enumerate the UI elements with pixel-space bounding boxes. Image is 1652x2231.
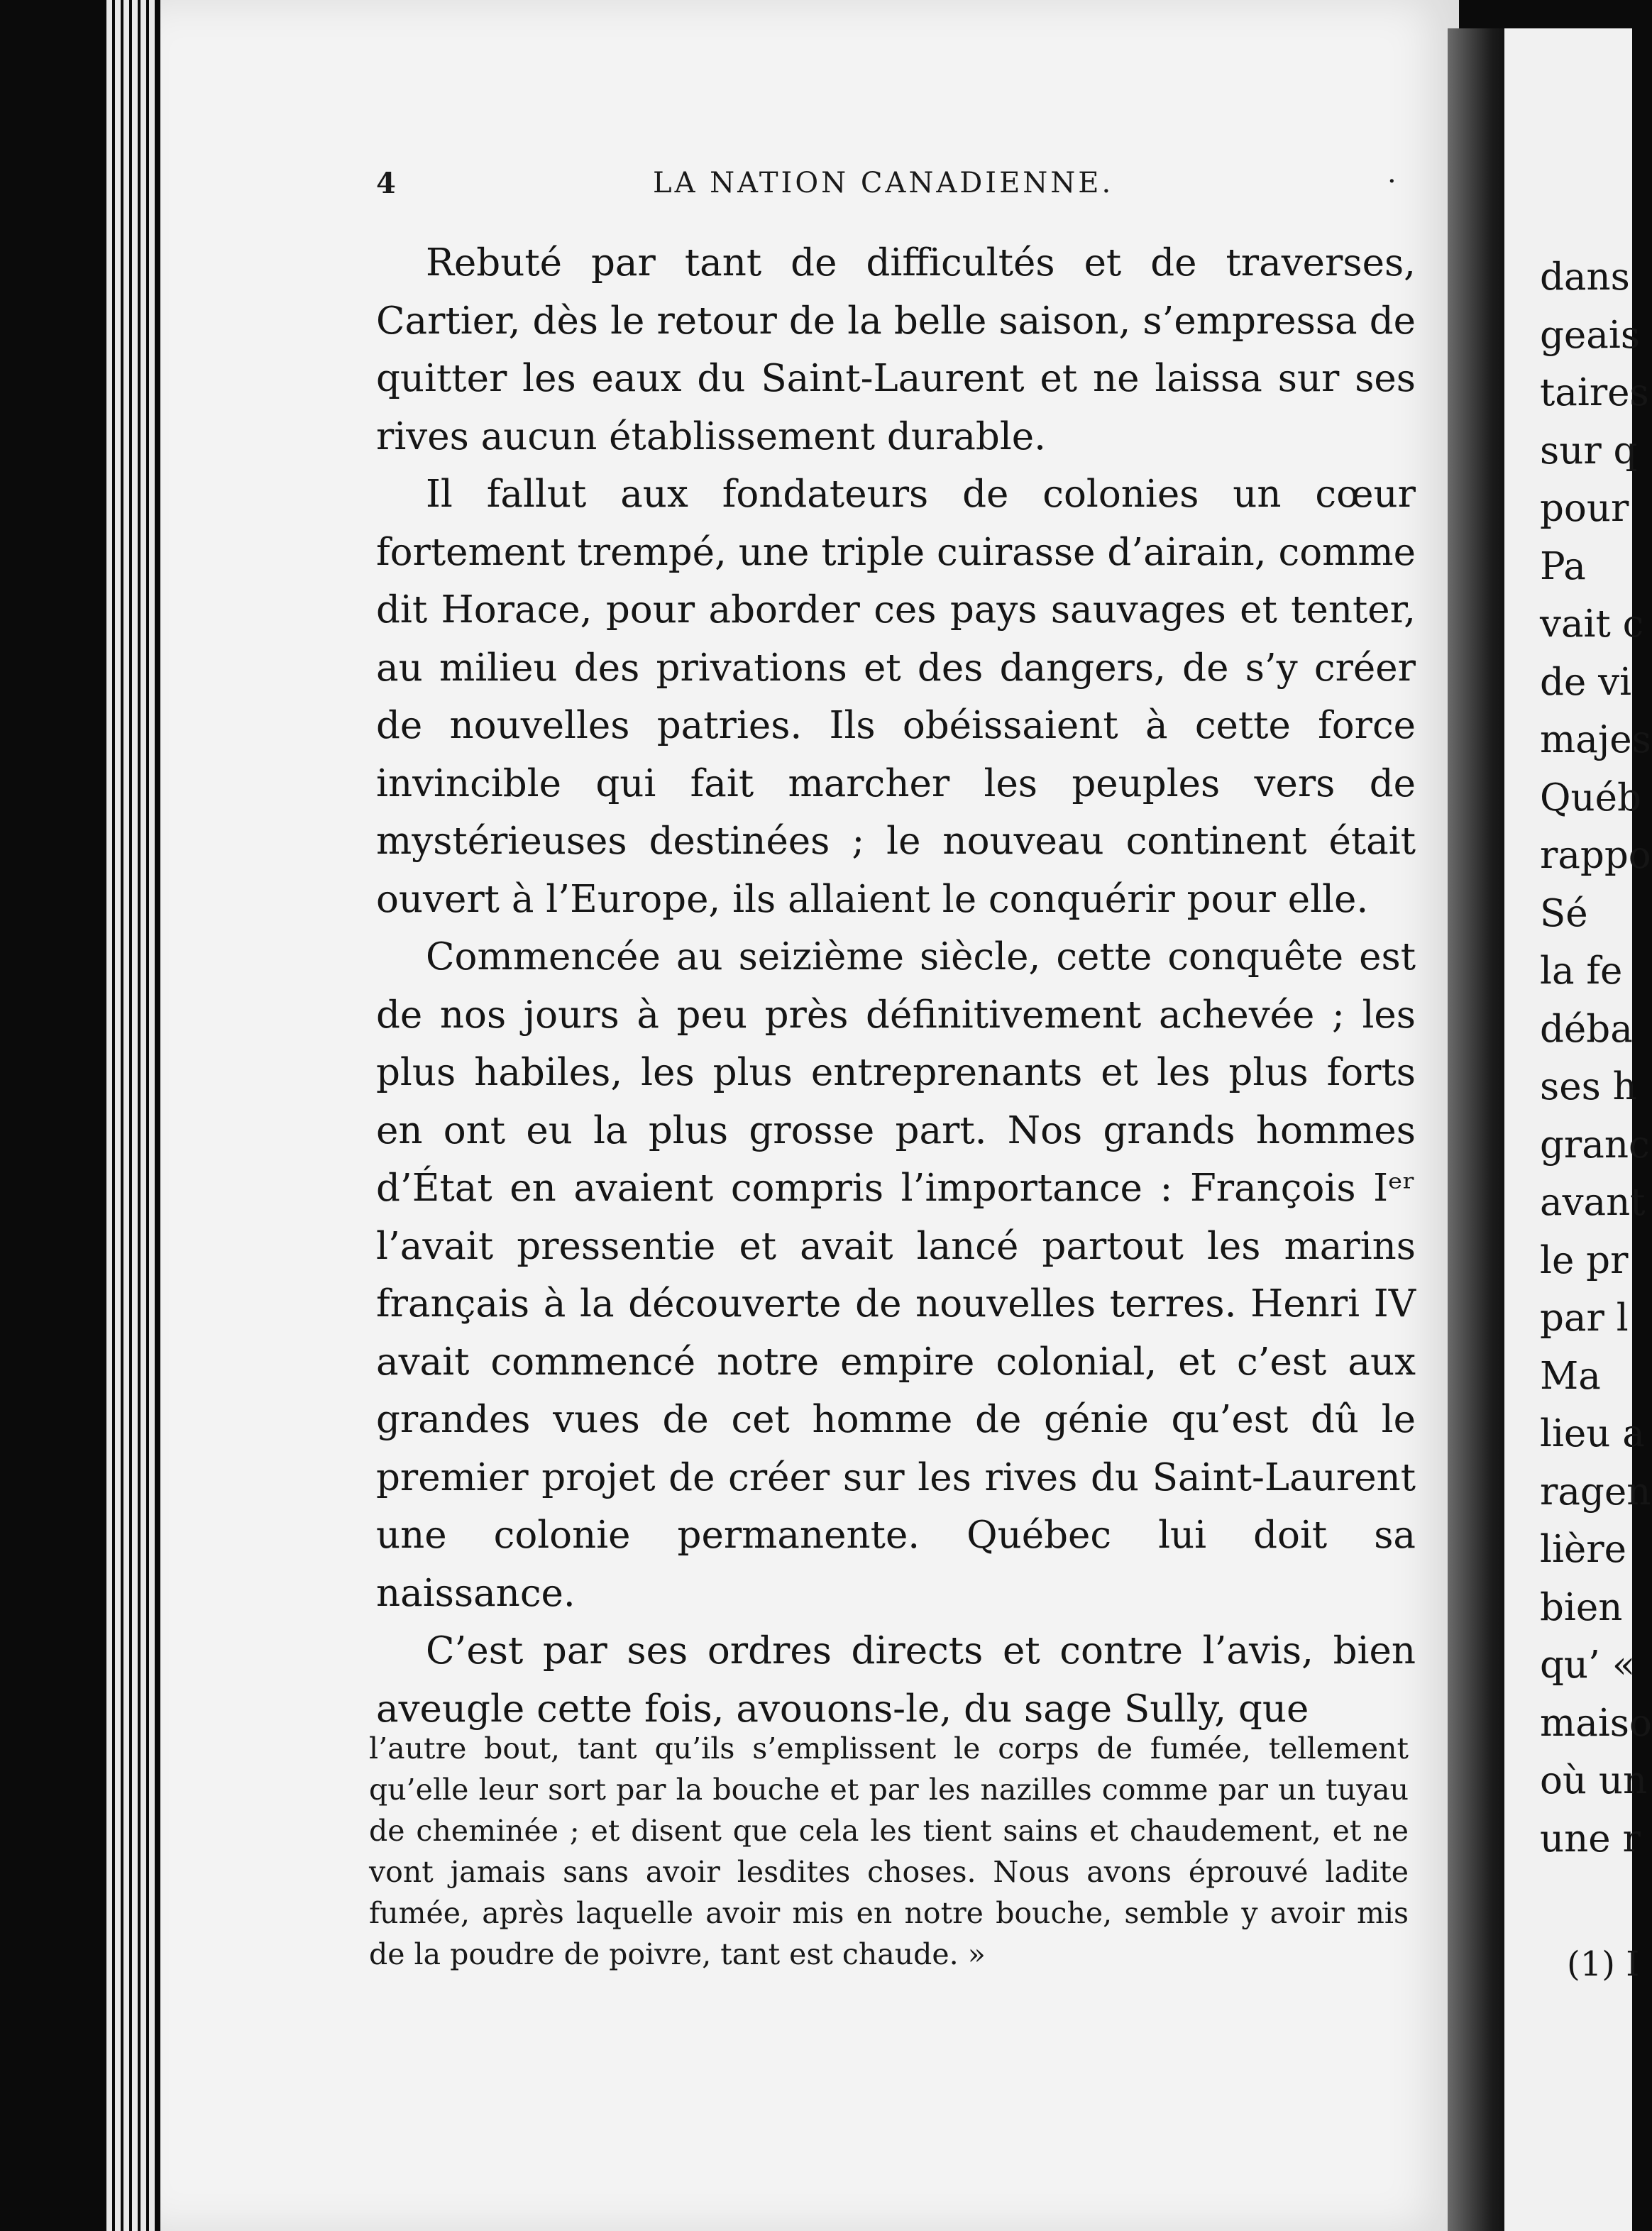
facing-page-line: Ma [1540,1354,1601,1398]
paragraph: C’est par ses ordres directs et contre l’avis, bien aveugle cette fois, avouons-le, du sage Sully, que [376,1629,1416,1731]
facing-page-line: par l [1540,1296,1629,1340]
facing-page-line: sur q [1540,429,1638,473]
facing-page-line: une r [1540,1817,1641,1861]
paragraph: Il fallut aux fondateurs de colonies un cœur fortement trempé, une triple cuirasse d’airain, comme dit Horace, pour aborder ces pays sauvages et tenter, au milieu des privations et des dangers, de s’y créer de nouvelles patries. Ils obéissaient à cette force invincible qui fait marcher les peuples vers de mystérieuses destinées ; le nouveau continent était ouvert à l’Europe, ils allaient le conquérir pour elle. [376,473,1416,921]
book-gutter [1448,28,1511,2231]
facing-page-line: geais [1540,313,1641,357]
facing-page-line: bien [1540,1585,1623,1629]
facing-page-line: Québ [1540,776,1641,820]
facing-page-line: ragen [1540,1470,1651,1514]
facing-page-line: la fe [1540,949,1623,993]
facing-page-line: déba [1540,1007,1633,1051]
page-edge [141,0,146,2231]
facing-page-line: pour [1540,487,1629,530]
paragraph: Rebuté par tant de difficultés et de traverses, Cartier, dès le retour de la belle saison, s’empressa de quitter les eaux du Saint-Laurent et ne laissa sur ses rives aucun établissement durable. [376,241,1416,458]
facing-page-text [1540,248,1652,1868]
page-edge [123,0,129,2231]
facing-page-line: avant [1540,1181,1646,1224]
facing-page-line: de vi [1540,660,1632,704]
facing-page-line: le pr [1540,1238,1629,1282]
footnote-text: l’autre bout, tant qu’ils s’emplissent le corps de fumée, tellement qu’elle leur sort par la bouche et par les nazilles comme par un tuyau de cheminée ; et disent que cela les tient sains et chaudement, et ne vont jamais sans avoir lesdites choses. Nous avons éprouvé ladite fumée, après laquelle avoir mis en notre bouche, semble y avoir mis de la poudre de poivre, tant est chaude. » [369,1731,1409,1971]
facing-page-line: Pa [1540,544,1586,588]
facing-page-line: majes [1540,718,1651,761]
facing-page-line: lière [1540,1528,1626,1571]
page-number: 4 [376,167,396,200]
facing-page-line: qu’ « [1540,1643,1636,1687]
page-edge [115,0,121,2231]
running-title: LA NATION CANADIENNE. [653,167,1114,199]
body-text [376,234,1416,1738]
paragraph: Commencée au seizième siècle, cette conquête est de nos jours à peu près définitivement achevée ; les plus habiles, les plus entreprenants et les plus forts en ont eu la plus grosse part. Nos grands hommes d’État en avaient compris l’importance : François Iᵉʳ l’avait pressentie et avait lancé partout les marins français à la découverte de nouvelles terres. Henri IV avait commencé notre empire colonial, et c’est aux grandes vues de cet homme de génie qu’est dû le premier projet de créer sur les rives du Saint-Laurent une colonie permanente. Québec lui doit sa naissance. [376,935,1416,1615]
facing-page [1504,28,1652,2231]
facing-page-line: où un [1540,1759,1648,1802]
facing-page-footnote: (1) I [1567,1944,1640,1984]
facing-page-line: ses h [1540,1065,1637,1108]
facing-page-line: vait c [1540,602,1644,646]
footnote [369,1728,1409,1975]
facing-page-line: rappo [1540,834,1651,877]
page-edge [132,0,138,2231]
facing-page-line: lieu a [1540,1412,1645,1455]
page-edge [149,0,155,2231]
facing-page-line: Sé [1540,891,1588,935]
facing-page-line: taires [1540,371,1649,414]
header-dot: · [1387,165,1399,198]
facing-page-line: maiso [1540,1701,1652,1745]
page-edge [106,0,112,2231]
facing-page-line: dans [1540,255,1630,299]
facing-page-line: granc [1540,1123,1650,1167]
